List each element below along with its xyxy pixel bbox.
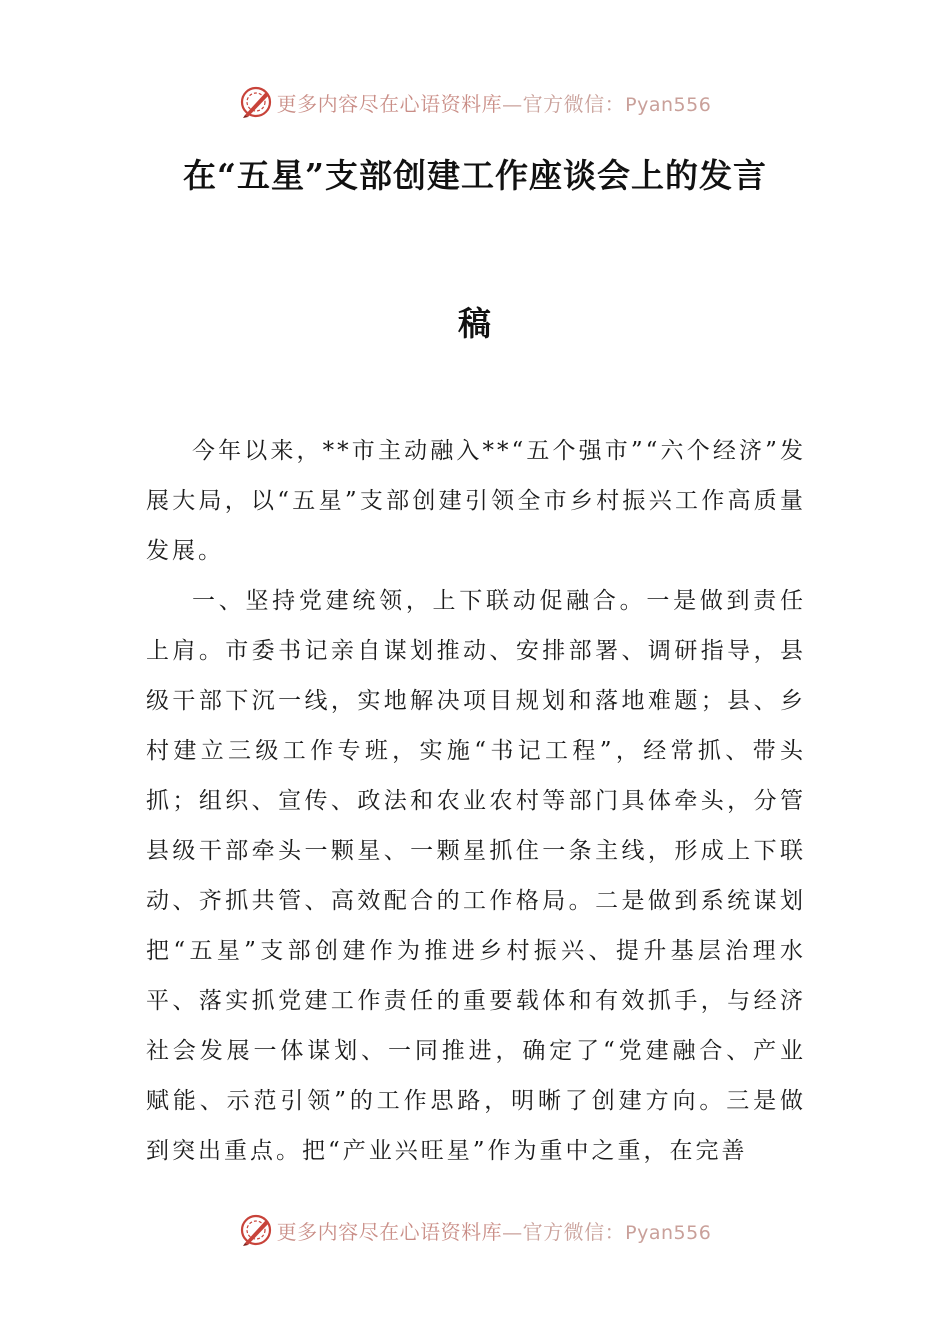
watermark-contact-id: Pyan556: [625, 1221, 712, 1244]
footer-watermark: [0, 1208, 950, 1252]
watermark-text: [277, 1216, 712, 1245]
watermark-brand: 更多内容尽在心语资料库: [276, 1219, 503, 1244]
paragraph-section-1: 一、坚持党建统领，上下联动促融合。一是做到责任上肩。市委书记亲自谋划推动、安排部署、调研指导，县级干部下沉一线，实地解决项目规划和落地难题；县、乡村建立三级工作专班，实施“书记工程”，经常抓、带头抓；组织、宣传、政法和农业农村等部门具体牵头，分管县级干部牵头一颗星、一颗星抓住一条主线，形成上下联动、齐抓共管、高效配合的工作格局。二是做到系统谋划把“五星”支部创建作为推进乡村振兴、提升基层治理水平、落实抓党建工作责任的重要载体和有效抓手，与经济社会发展一体谋划、一同推进，确定了“党建融合、产业赋能、示范引领”的工作思路，明晰了创建方向。三是做到突出重点。把“产业兴旺星”作为重中之重，在完善: [146, 588, 806, 1164]
watermark-dash: —: [502, 1219, 523, 1244]
watermark-contact-label: 官方微信：: [522, 91, 626, 116]
pen-logo-icon: [239, 1213, 273, 1247]
header-watermark: [0, 80, 950, 124]
watermark-contact-id: Pyan556: [625, 93, 712, 116]
watermark-contact-label: 官方微信：: [522, 1219, 626, 1244]
paragraph-intro: 今年以来，**市主动融入**“五个强市”“六个经济”发展大局，以“五星”支部创建引领全市乡村振兴工作高质量发展。: [146, 438, 806, 564]
document-title-line-1: 在“五星”支部创建工作座谈会上的发言: [183, 156, 767, 195]
document-body: [146, 426, 806, 1176]
watermark-dash: —: [502, 91, 523, 116]
document-title-line-2: 稿: [458, 304, 492, 343]
watermark-text: [277, 88, 712, 117]
watermark-brand: 更多内容尽在心语资料库: [276, 91, 503, 116]
pen-logo-icon: [239, 85, 273, 119]
